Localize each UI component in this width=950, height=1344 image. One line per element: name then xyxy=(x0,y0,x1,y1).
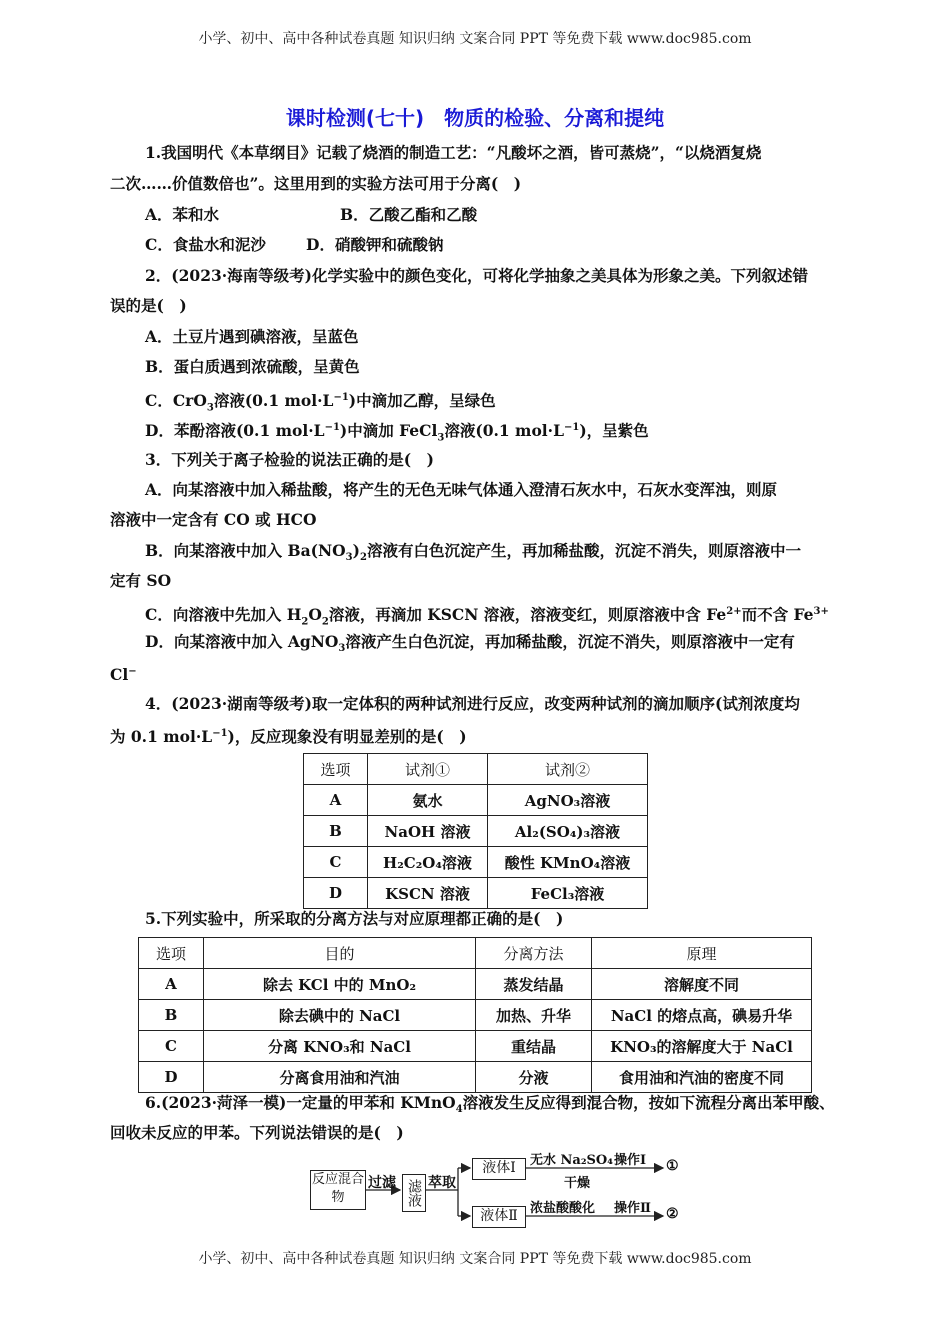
table-cell: C xyxy=(304,847,368,878)
table-cell: Al₂(SO₄)₃溶液 xyxy=(488,816,648,847)
q2-option-c-text: )中滴加乙醇，呈绿色 xyxy=(348,391,496,411)
table-cell: 氨水 xyxy=(368,785,488,816)
table-cell: H₂C₂O₄溶液 xyxy=(368,847,488,878)
q1-stem-line2: 二次……价值数倍也”。这里用到的实验方法可用于分离( ) xyxy=(110,174,522,193)
table-cell: 溶解度不同 xyxy=(592,969,812,1000)
table-cell: C xyxy=(139,1031,204,1062)
liquid-1-box: 液体Ⅰ xyxy=(472,1158,526,1180)
q6-stem-text: 溶液发生反应得到混合物，按如下流程分离出苯甲酸、 xyxy=(462,1093,835,1112)
table-cell: 除去碘中的 NaCl xyxy=(204,1000,476,1031)
table-row xyxy=(304,847,648,878)
table-row xyxy=(139,1062,812,1093)
q3-option-c-text: O xyxy=(308,605,322,625)
q3-option-d-line1 xyxy=(145,632,795,659)
superscript: −1 xyxy=(212,728,228,739)
table-cell: 蒸发结晶 xyxy=(476,969,592,1000)
superscript: 2+ xyxy=(726,606,742,617)
filtrate-box: 滤液 xyxy=(402,1174,426,1212)
page-footer: 小学、初中、高中各种试卷真题 知识归纳 文案合同 PPT 等免费下载 www.doc985.com xyxy=(198,1251,752,1267)
q1-stem-line1: 1.我国明代《本草纲目》记载了烧酒的制造工艺：“凡酸坏之酒，皆可蒸烧”，“以烧酒复烧 xyxy=(145,143,762,162)
page-header: 小学、初中、高中各种试卷真题 知识归纳 文案合同 PPT 等免费下载 www.doc985.com xyxy=(198,31,752,47)
q3-option-d-text: D．向某溶液中加入 AgNO xyxy=(145,632,339,651)
operation-1-label: 操作Ⅰ xyxy=(614,1153,647,1168)
table-cell: FeCl₃溶液 xyxy=(488,878,648,909)
table-cell: D xyxy=(139,1062,204,1093)
q4-stem-line2 xyxy=(110,724,467,747)
liquid-2-box: 液体Ⅱ xyxy=(472,1206,526,1228)
q2-option-d-text: D．苯酚溶液(0.1 mol·L xyxy=(145,421,325,441)
table-cell: 除去 KCl 中的 MnO₂ xyxy=(204,969,476,1000)
q2-option-b: B．蛋白质遇到浓硫酸，呈黄色 xyxy=(145,357,360,376)
subscript: 3 xyxy=(437,432,445,444)
q3-option-b-text: B．向某溶液中加入 Ba(NO xyxy=(145,541,346,560)
table-cell: 分离食用油和汽油 xyxy=(204,1062,476,1093)
subscript: 3 xyxy=(206,402,214,414)
q6-stem-line1 xyxy=(145,1093,835,1120)
table-cell: A xyxy=(304,785,368,816)
q3-option-d-text: Cl xyxy=(110,665,129,685)
q1-option-c: C．食盐水和泥沙 xyxy=(145,235,266,254)
q4-stem-text: 为 0.1 mol·L xyxy=(110,727,213,747)
table-header-cell: 选项 xyxy=(139,938,204,969)
q2-option-d-text: )，呈紫色 xyxy=(579,421,649,441)
q2-option-c xyxy=(145,388,496,418)
table-cell: B xyxy=(304,816,368,847)
subscript: 2 xyxy=(359,552,367,564)
table-cell: B xyxy=(139,1000,204,1031)
superscript: 3+ xyxy=(813,606,829,617)
extract-label: 萃取 xyxy=(428,1175,456,1191)
table-header-cell: 试剂① xyxy=(368,754,488,785)
q1-option-d: D．硝酸钾和硫酸钠 xyxy=(306,235,444,254)
superscript: −1 xyxy=(333,392,349,403)
table-row xyxy=(139,1031,812,1062)
page-title: 课时检测(七十) 物质的检验、分离和提纯 xyxy=(285,106,665,130)
table-header-cell: 原理 xyxy=(592,938,812,969)
table-header-cell: 分离方法 xyxy=(476,938,592,969)
separation-flowchart xyxy=(308,1148,688,1238)
subscript: 3 xyxy=(338,643,346,655)
table-cell: NaCl 的熔点高，碘易升华 xyxy=(592,1000,812,1031)
q5-stem: 5.下列实验中，所采取的分离方法与对应原理都正确的是( ) xyxy=(145,909,564,928)
q3-option-c-text: C．向溶液中先加入 H xyxy=(145,605,302,625)
superscript: −1 xyxy=(563,422,580,433)
q3-option-a-line1: A．向某溶液中加入稀盐酸，将产生的无色无味气体通入澄清石灰水中，石灰水变浑浊，则原 xyxy=(145,480,778,499)
q1-option-b: B．乙酸乙酯和乙酸 xyxy=(340,205,478,224)
table-row xyxy=(139,969,812,1000)
q3-option-b-line2: 定有 SO xyxy=(110,571,172,590)
table-header-cell: 试剂② xyxy=(488,754,648,785)
q3-option-b-text: 溶液有白色沉淀产生，再加稀盐酸，沉淀不消失，则原溶液中一 xyxy=(366,541,801,560)
table-row xyxy=(304,816,648,847)
table-row xyxy=(139,1000,812,1031)
q3-option-b-line1 xyxy=(145,541,801,568)
q4-stem-line1: 4．(2023·湖南等级考)取一定体积的两种试剂进行反应，改变两种试剂的滴加顺序(试剂浓度均 xyxy=(145,694,800,713)
table-cell: AgNO₃溶液 xyxy=(488,785,648,816)
superscript: − xyxy=(128,666,137,677)
table-row xyxy=(304,785,648,816)
q3-option-d-line2 xyxy=(110,662,137,685)
reaction-mixture-box: 反应混合物 xyxy=(310,1170,366,1210)
q4-stem-text: )，反应现象没有明显差别的是( ) xyxy=(227,727,467,747)
subscript: 2 xyxy=(301,616,309,628)
table-cell: 分液 xyxy=(476,1062,592,1093)
q2-stem-line2: 误的是( ) xyxy=(110,296,187,315)
q2-option-d-text: 溶液(0.1 mol·L xyxy=(444,421,564,441)
product-2-label: ② xyxy=(666,1206,679,1222)
reagent-1-label: 无水 Na₂SO₄ xyxy=(530,1153,613,1168)
q4-table xyxy=(303,753,648,909)
filter-label: 过滤 xyxy=(368,1175,396,1191)
table-header-cell: 目的 xyxy=(204,938,476,969)
table-cell: KNO₃的溶解度大于 NaCl xyxy=(592,1031,812,1062)
q3-option-c-text: 溶液，再滴加 KSCN 溶液，溶液变红，则原溶液中含 Fe xyxy=(328,605,727,625)
q2-option-c-text: 溶液(0.1 mol·L xyxy=(213,391,334,411)
table-cell: KSCN 溶液 xyxy=(368,878,488,909)
q2-option-d xyxy=(145,418,649,448)
table-cell: D xyxy=(304,878,368,909)
subscript: 3 xyxy=(345,552,353,564)
q3-option-c-text: 而不含 Fe xyxy=(741,605,814,625)
operation-2-label: 操作Ⅱ xyxy=(614,1201,651,1216)
q3-option-b-text: ) xyxy=(352,541,360,560)
q2-option-c-text: C．CrO xyxy=(145,391,207,411)
q3-option-d-text: 溶液产生白色沉淀，再加稀盐酸，沉淀不消失，则原溶液中一定有 xyxy=(345,632,795,651)
q6-stem-text: 6.(2023·菏泽一模)一定量的甲苯和 KMnO xyxy=(145,1093,456,1112)
q6-stem-line2: 回收未反应的甲苯。下列说法错误的是( ) xyxy=(110,1123,404,1142)
table-cell: 重结晶 xyxy=(476,1031,592,1062)
dry-label: 干燥 xyxy=(564,1176,591,1191)
table-row xyxy=(304,878,648,909)
table-cell: 酸性 KMnO₄溶液 xyxy=(488,847,648,878)
q5-table xyxy=(138,937,812,1093)
table-cell: 加热、升华 xyxy=(476,1000,592,1031)
q3-stem: 3．下列关于离子检验的说法正确的是( ) xyxy=(145,450,434,469)
table-cell: 食用油和汽油的密度不同 xyxy=(592,1062,812,1093)
subscript: 4 xyxy=(455,1104,463,1116)
table-header-row xyxy=(139,938,812,969)
q2-stem-line1: 2．(2023·海南等级考)化学实验中的颜色变化，可将化学抽象之美具体为形象之美。下列叙述错 xyxy=(145,266,808,285)
q2-option-d-text: )中滴加 FeCl xyxy=(339,421,438,441)
table-cell: NaOH 溶液 xyxy=(368,816,488,847)
subscript: 2 xyxy=(321,616,329,628)
table-header-cell: 选项 xyxy=(304,754,368,785)
q1-option-a: A．苯和水 xyxy=(145,205,220,224)
superscript: −1 xyxy=(324,422,340,433)
reagent-2-label: 浓盐酸酸化 xyxy=(530,1201,596,1216)
table-cell: 分离 KNO₃和 NaCl xyxy=(204,1031,476,1062)
table-cell: A xyxy=(139,969,204,1000)
product-1-label: ① xyxy=(666,1158,679,1174)
q2-option-a: A．土豆片遇到碘溶液，呈蓝色 xyxy=(145,327,359,346)
table-header-row xyxy=(304,754,648,785)
q3-option-a-line2: 溶液中一定含有 CO 或 HCO xyxy=(110,510,317,529)
q3-option-c xyxy=(145,602,829,632)
